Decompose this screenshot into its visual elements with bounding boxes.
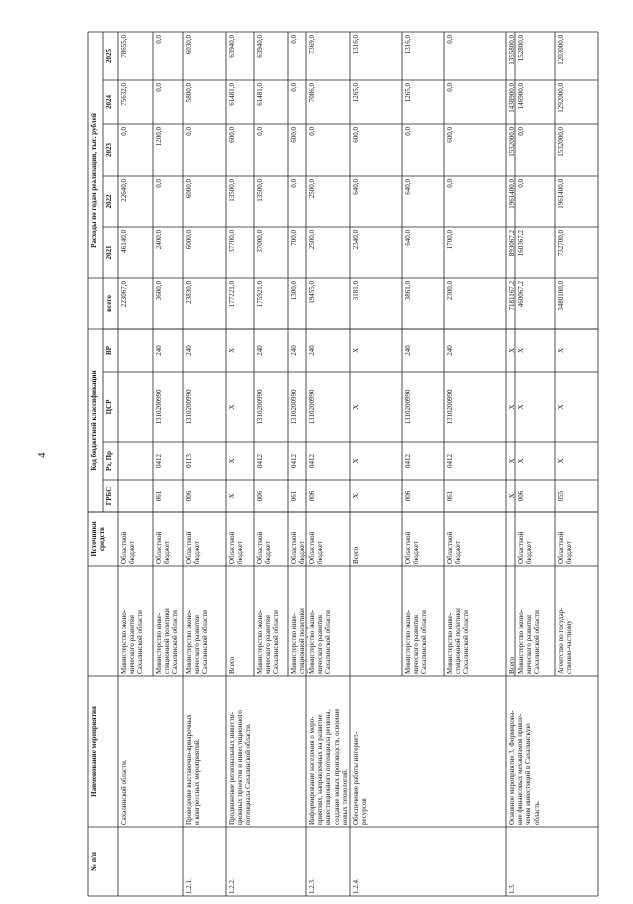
row-y2021: 893067,2 (508, 230, 516, 257)
row-csr: 1310200990 (308, 389, 316, 425)
row-y2024: 1265,0 (352, 83, 360, 103)
row-total: 175921,0 (256, 281, 264, 308)
row-source: Областной бюджет (185, 531, 202, 564)
row-source: Областной бюджет (155, 531, 172, 564)
row-y2023: 0,0 (256, 127, 264, 136)
header-source: Источники средств (90, 521, 107, 557)
row-y2024: 7086,0 (308, 83, 316, 103)
row-y2025: 152800,0 (517, 35, 525, 62)
row-rzpr: X (508, 458, 516, 464)
row-total: 19455,0 (308, 281, 316, 304)
row-y2025: 1316,0 (352, 35, 360, 55)
row-y2022: 22640,0 (120, 179, 128, 202)
row-y2023: 1532000,0 (508, 127, 516, 157)
row-total: 23830,0 (185, 281, 193, 304)
row-total: 177221,0 (228, 281, 236, 308)
header-csr: ЦСР (105, 399, 113, 415)
row-y2025: 7369,0 (308, 35, 316, 55)
row-y2023: 1200,0 (155, 127, 163, 147)
row-csr: X (517, 404, 525, 410)
row-y2022: 1961400,0 (508, 179, 516, 209)
row-y2025: 1316,0 (404, 35, 412, 55)
row-y2024: 75632,0 (120, 83, 128, 106)
row-y2023: 0,0 (308, 127, 316, 136)
row-vr: 240 (308, 345, 316, 356)
header-y2024: 2024 (105, 95, 113, 109)
row-source: Областной бюджет (517, 531, 534, 564)
row-executor (352, 566, 404, 676)
header-name: Наименование мероприятия (90, 706, 98, 797)
row-name: Проведение выставочно-ярмарочных и конгрессных мероприятий. (185, 714, 202, 825)
row-y2023: 600,0 (228, 127, 236, 143)
row-executor: Министерство эконо- мического развития Сахалинской области (517, 609, 542, 674)
row-grbs: 061 (290, 490, 298, 502)
row-y2021: 37000,0 (256, 230, 264, 253)
row-vr: X (557, 347, 565, 354)
row-y2022: 0,0 (155, 179, 163, 188)
row-grbs: 061 (446, 490, 454, 502)
row-source: Областной бюджет (290, 531, 307, 564)
row-name: Информирование населения о меро- приятиях, направленных на развитие инвестиционного потенциала региона, создание новых производств, освоение новых технологий. (308, 708, 349, 825)
row-grbs: X (228, 493, 236, 499)
row-y2022: 13500,0 (256, 179, 264, 202)
header-total: всего (105, 295, 113, 312)
row-grbs: 061 (155, 490, 163, 502)
row-y2024: 146900,0 (517, 83, 525, 110)
row-y2021: 2500,0 (308, 230, 316, 250)
row-source: Областной бюджет (557, 531, 574, 564)
row-y2024: 61481,0 (228, 83, 236, 106)
row-y2022: 640,0 (404, 179, 412, 195)
row-grbs: 006 (308, 490, 316, 502)
row-y2022: 2500,0 (308, 179, 316, 199)
row-y2022: 0,0 (446, 179, 454, 188)
header-code-group: Код бюджетной классификации (90, 370, 98, 471)
header-y2023: 2023 (105, 143, 113, 157)
row-vr: 240 (256, 345, 264, 356)
row-name: Сахалинской области. (120, 759, 128, 825)
row-y2021: 46140,0 (120, 230, 128, 253)
row-y2024: 61481,0 (256, 83, 264, 106)
header-y2022: 2022 (105, 194, 113, 209)
row-vr: X (228, 347, 236, 354)
row-vr: 240 (404, 345, 412, 356)
row-y2023: 0,0 (185, 127, 193, 136)
row-y2022: 6000,0 (185, 179, 193, 199)
row-grbs (120, 480, 155, 512)
row-executor: Министерство эконо- мического развития Сахалинской области (256, 609, 281, 674)
row-source: Областной бюджет (404, 531, 421, 564)
row-executor: Министерство инве- стиционной политики Сахалинской области (446, 608, 471, 674)
row-total: 7181167,2 (508, 281, 516, 311)
header-y2021: 2021 (105, 245, 113, 260)
row-executor: Министерство эконо- мического развития Сахалинской области (120, 609, 145, 674)
row-rzpr: 0412 (290, 454, 298, 468)
row-csr: X (352, 404, 360, 410)
row-name: Продвижение региональных инвести- ционных проектов и инвестиционного потенциала Сахалинской области. (228, 710, 253, 825)
row-y2023: 600,0 (446, 127, 454, 143)
row-rzpr (120, 442, 155, 480)
row-grbs: X (352, 493, 360, 499)
row-rzpr: X (352, 458, 360, 464)
row-rzpr: X (228, 458, 236, 464)
row-y2024: 1265,0 (404, 83, 412, 103)
row-y2023: 0,0 (517, 127, 525, 136)
row-csr: 1310200990 (155, 389, 163, 425)
row-rzpr: 0412 (256, 454, 264, 468)
row-grbs: 006 (256, 490, 264, 502)
row-vr (120, 329, 155, 372)
row-y2023: 600,0 (352, 127, 360, 143)
row-y2025: 0,0 (155, 35, 163, 44)
row-grbs: 006 (404, 490, 412, 502)
row-csr: 1310200990 (404, 389, 412, 425)
row-executor: Министерство инве- стиционной политики (290, 608, 307, 674)
row-vr: 240 (185, 345, 193, 356)
row-source: Областной бюджет (446, 531, 463, 564)
row-y2023: 0,0 (404, 127, 412, 136)
row-y2024: 5800,0 (185, 83, 193, 103)
row-executor: Министерство инве- стиционной политики Сахалинской области (155, 608, 180, 674)
row-rzpr: 0412 (155, 454, 163, 468)
row-vr: X (508, 347, 516, 354)
row-csr: 1310200990 (256, 389, 264, 425)
row-rzpr: 0412 (446, 454, 454, 468)
page-number: 4 (36, 452, 48, 458)
row-executor: Агентство по государ- ственно-частному (557, 607, 574, 674)
row-y2024: 0,0 (446, 83, 454, 92)
row-csr: X (557, 404, 565, 410)
row-executor: Министерство эконо- мического развития Сахалинской области (404, 609, 429, 674)
row-executor: Всего (508, 656, 516, 674)
row-vr: 240 (155, 345, 163, 356)
row-y2021: 160367,2 (517, 230, 525, 257)
row-total: 3600,0 (155, 281, 163, 301)
row-source: Всего (352, 546, 360, 564)
row-y2021: 37700,0 (228, 230, 236, 253)
row-source: Областной бюджет (256, 531, 273, 564)
header-spend-group: Расходы по годам реализации, тыс. рублей (90, 113, 98, 248)
row-y2025: 78655,0 (120, 35, 128, 58)
row-executor: Министерство эконо- мического развития Сахалинской области (308, 609, 333, 674)
row-source: Областной бюджет (308, 531, 325, 564)
row-y2021: 732700,0 (557, 230, 565, 257)
row-total: 223067,0 (120, 281, 128, 308)
row-grbs: X (508, 493, 516, 499)
header-num: № п/п (90, 852, 98, 871)
header-y2025: 2025 (105, 49, 113, 63)
row-executor: Всего (228, 656, 236, 674)
row-csr (120, 372, 155, 442)
row-y2022: 1961400,0 (557, 179, 565, 209)
row-total: 3861,0 (404, 281, 412, 301)
row-csr: X (508, 404, 516, 410)
row-y2021: 700,0 (290, 230, 298, 246)
row-y2021: 2400,0 (155, 230, 163, 250)
row-vr: X (517, 347, 525, 354)
row-rzpr: 0113 (185, 454, 193, 468)
row-y2023: 0,0 (120, 127, 128, 136)
row-num: 1.3. (508, 883, 516, 894)
row-y2025: 0,0 (446, 35, 454, 44)
row-name: Обеспечение работы интернет- ресурсов (352, 731, 369, 825)
row-rzpr: X (517, 458, 525, 464)
row-y2021: 640,0 (404, 230, 412, 246)
row-y2024: 0,0 (155, 83, 163, 92)
row-y2023: 600,0 (290, 127, 298, 143)
row-y2022: 0,0 (517, 179, 525, 188)
row-rzpr: X (557, 458, 565, 464)
row-total: 3480100,0 (557, 281, 565, 311)
row-name: Основное мероприятие 3. Формирова- ние финансовых механизмов привле- чения инвестиций в Сахалинскую область. (508, 710, 541, 825)
row-rzpr: 0412 (404, 454, 412, 468)
row-num: 1.2.1. (185, 878, 193, 894)
row-source: Областной бюджет (228, 531, 245, 564)
row-vr: 240 (290, 345, 298, 356)
row-num (120, 827, 185, 896)
row-total: 3181,0 (352, 281, 360, 301)
row-y2024: 1438900,0 (508, 83, 516, 113)
row-y2022: 640,0 (352, 179, 360, 195)
row-y2025: 63940,0 (256, 35, 264, 58)
row-csr: 1310200990 (185, 389, 193, 425)
row-vr: X (352, 347, 360, 354)
row-y2022: 13500,0 (228, 179, 236, 202)
row-vr: 240 (446, 345, 454, 356)
row-source: Областной бюджет (120, 531, 137, 564)
row-rzpr: 0412 (308, 454, 316, 468)
row-source (508, 512, 517, 566)
row-csr: 1310200990 (446, 389, 454, 425)
row-y2023: 1532000,0 (557, 127, 565, 157)
row-y2024: 1292000,0 (557, 83, 565, 113)
row-num: 1.2.3. (308, 878, 316, 894)
header-rzpr: Рз, Пр (105, 451, 113, 471)
header-vr: ВР (105, 346, 113, 355)
row-y2021: 6000,0 (185, 230, 193, 250)
row-total: 460067,2 (517, 281, 525, 308)
row-csr: X (228, 404, 236, 410)
row-executor: Министерство эконо- мического развития Сахалинской области (185, 609, 210, 674)
row-total: 1300,0 (290, 281, 298, 301)
row-y2025: 6030,0 (185, 35, 193, 55)
row-num: 1.2.4. (352, 878, 360, 894)
row-y2025: 1203000,0 (557, 35, 565, 65)
row-total: 2300,0 (446, 281, 454, 301)
row-grbs: 055 (557, 490, 565, 502)
row-y2022: 0,0 (290, 179, 298, 188)
row-y2025: 63940,0 (228, 35, 236, 58)
row-y2025: 1355800,0 (508, 35, 516, 65)
row-y2021: 2340,0 (352, 230, 360, 250)
header-grbs: ГРБС (105, 486, 113, 506)
row-y2024: 0,0 (290, 83, 298, 92)
row-num: 1.2.2. (228, 878, 236, 894)
row-y2025: 0,0 (290, 35, 298, 44)
row-csr: 1310200990 (290, 389, 298, 425)
row-y2021: 1700,0 (446, 230, 454, 250)
row-grbs: 006 (185, 490, 193, 502)
row-grbs: 006 (517, 490, 525, 502)
